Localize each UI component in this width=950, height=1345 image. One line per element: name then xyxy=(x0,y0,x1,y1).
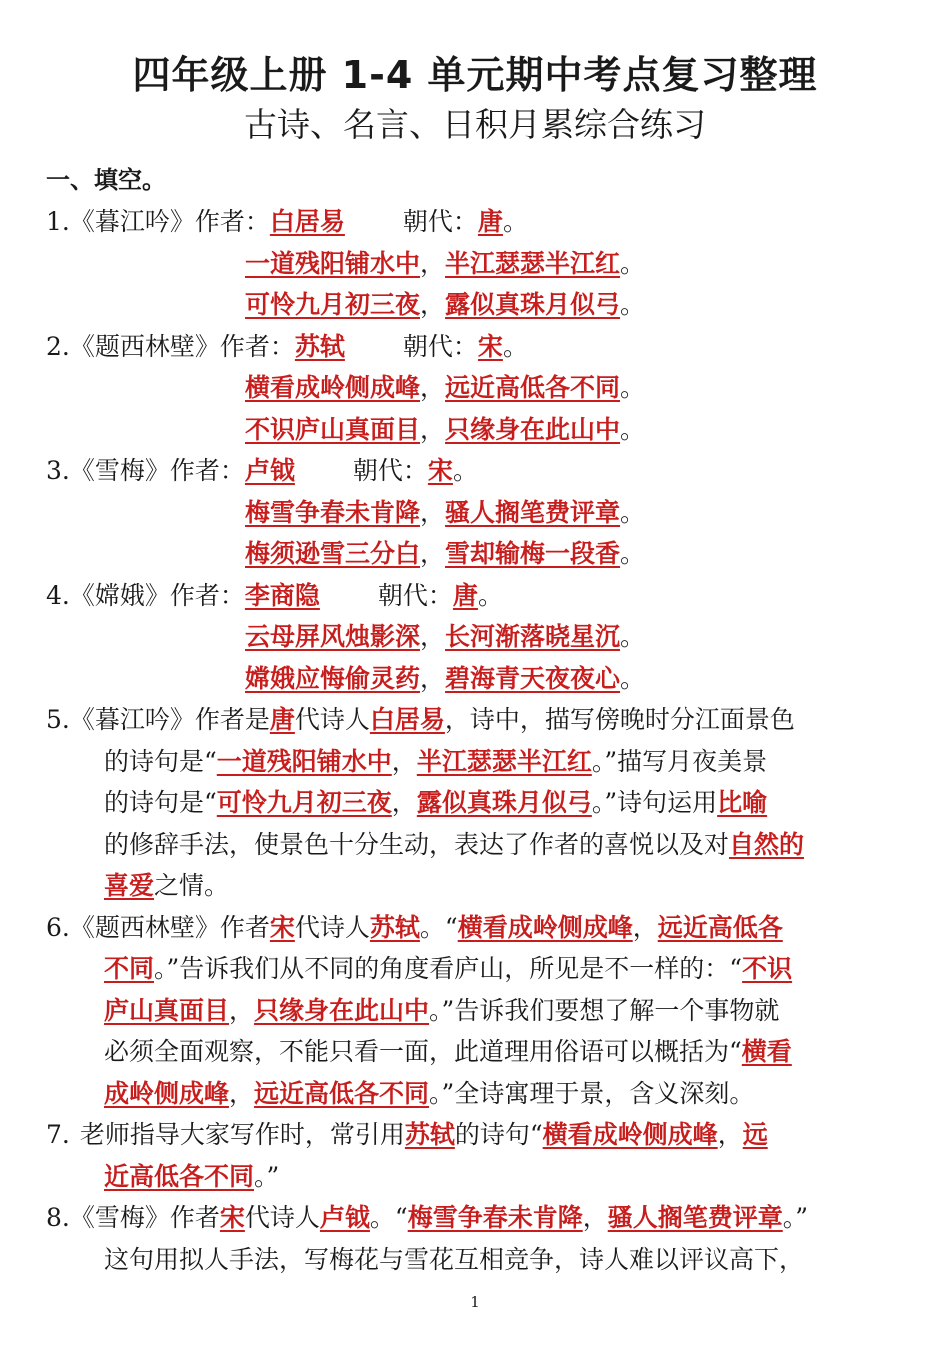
question-5-line: 的诗句是“可怜九月初三夜，露似真珠月似弓。”诗句运用比喻 xyxy=(104,788,768,817)
poem-line: 一道残阳铺水中，半江瑟瑟半江红。 xyxy=(245,249,646,278)
poem-line: 梅雪争春未肯降，骚人搁笔费评章。 xyxy=(245,498,646,527)
question-5: 5.《暮江吟》作者是唐代诗人白居易，诗中，描写傍晚时分江面景色 xyxy=(46,705,795,734)
question-6-line: 成岭侧成峰，远近高低各不同。”全诗寓理于景，含义深刻。 xyxy=(104,1079,755,1108)
answer-dynasty: 唐 xyxy=(452,581,478,610)
question-8-line: 这句用拟人手法，写梅花与雪花互相竞争，诗人难以评议高下， xyxy=(104,1245,805,1274)
answer-author: 卢钺 xyxy=(244,456,295,485)
poem-header-4: 4.《嫦娥》作者：李商隐 朝代：唐。 xyxy=(46,581,503,610)
question-6: 6.《题西林壁》作者宋代诗人苏轼。“横看成岭侧成峰，远近高低各 xyxy=(46,913,783,942)
poem-header-3: 3.《雪梅》作者：卢钺 朝代：宋。 xyxy=(46,456,478,485)
question-5-line: 的修辞手法，使景色十分生动，表达了作者的喜悦以及对自然的 xyxy=(104,830,805,859)
answer-author: 苏轼 xyxy=(294,332,345,361)
poem-line: 不识庐山真面目，只缘身在此山中。 xyxy=(245,415,646,444)
page-subtitle: 古诗、名言、日积月累综合练习 xyxy=(244,105,706,144)
answer-dynasty: 宋 xyxy=(427,456,453,485)
answer-dynasty: 唐 xyxy=(477,207,503,236)
answer-author: 李商隐 xyxy=(244,581,320,610)
poem-header-2: 2.《题西林壁》作者：苏轼 朝代：宋。 xyxy=(46,332,528,361)
answer-author: 白居易 xyxy=(269,207,345,236)
question-7: 7. 老师指导大家写作时，常引用苏轼的诗句“横看成岭侧成峰，远 xyxy=(46,1120,768,1149)
poem-line: 横看成岭侧成峰，远近高低各不同。 xyxy=(245,373,646,402)
poem-line: 嫦娥应悔偷灵药，碧海青天夜夜心。 xyxy=(245,664,646,693)
question-7-line: 近高低各不同。” xyxy=(104,1162,280,1191)
question-5-line: 的诗句是“一道残阳铺水中，半江瑟瑟半江红。”描写月夜美景 xyxy=(104,747,768,776)
poem-line: 梅须逊雪三分白，雪却输梅一段香。 xyxy=(245,539,646,568)
question-5-line: 喜爱之情。 xyxy=(104,871,230,900)
question-6-line: 庐山真面目，只缘身在此山中。”告诉我们要想了解一个事物就 xyxy=(104,996,780,1025)
page-number: 1 xyxy=(470,1293,480,1311)
poem-line: 云母屏风烛影深，长河渐落晓星沉。 xyxy=(245,622,646,651)
question-6-line: 不同。”告诉我们从不同的角度看庐山，所见是不一样的：“不识 xyxy=(104,954,793,983)
poem-line: 可怜九月初三夜，露似真珠月似弓。 xyxy=(245,290,646,319)
page-title: 四年级上册 1-4 单元期中考点复习整理 xyxy=(132,53,818,97)
section-heading: 一、填空。 xyxy=(46,166,166,194)
answer-dynasty: 宋 xyxy=(477,332,503,361)
question-8: 8.《雪梅》作者宋代诗人卢钺。“梅雪争春未肯降，骚人搁笔费评章。” xyxy=(46,1203,809,1232)
poem-header-1: 1.《暮江吟》作者：白居易 朝代：唐。 xyxy=(46,207,528,236)
question-6-line: 必须全面观察，不能只看一面，此道理用俗语可以概括为“横看 xyxy=(104,1037,792,1066)
